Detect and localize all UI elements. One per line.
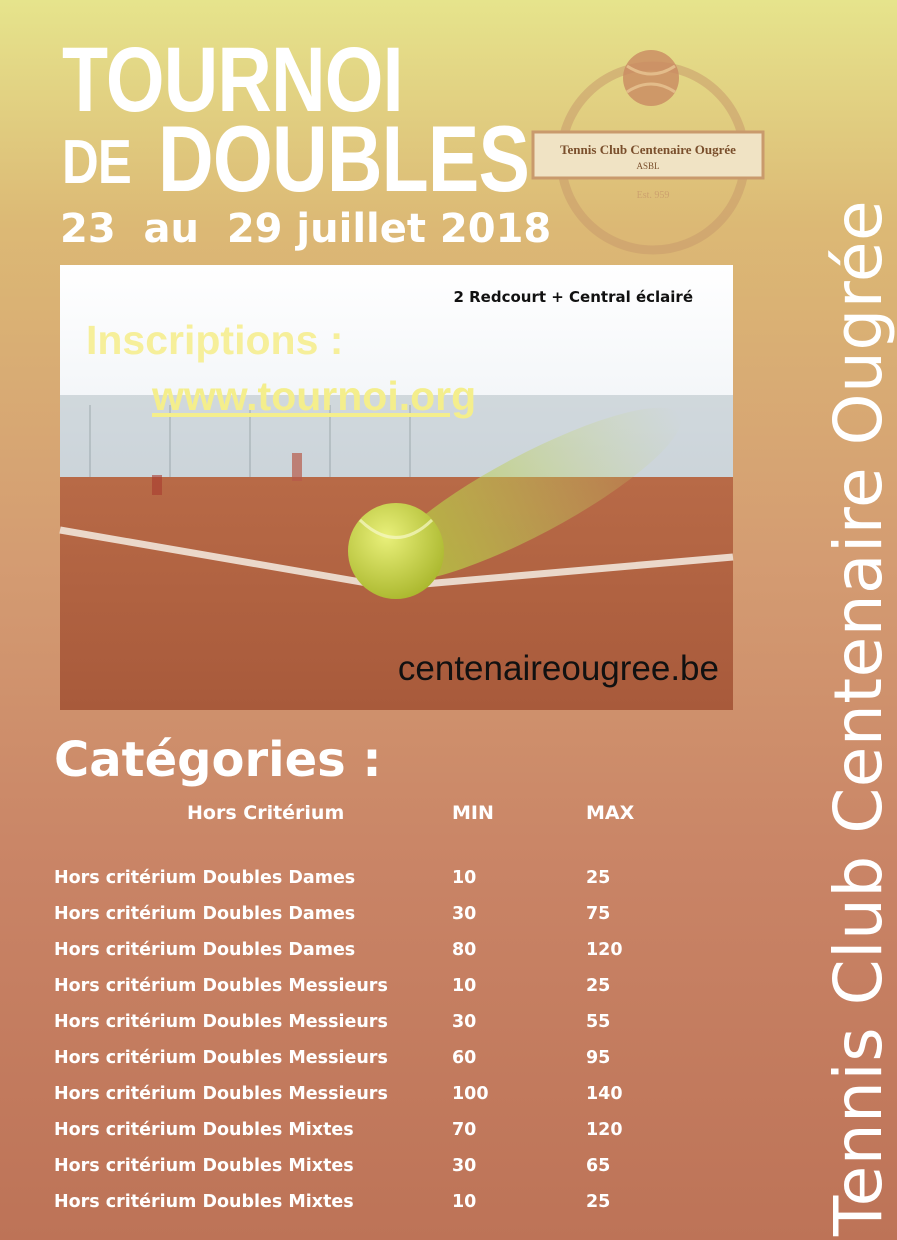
title-line-1: TOURNOI xyxy=(62,29,403,131)
category-min: 10 xyxy=(452,1192,477,1212)
category-max: 120 xyxy=(586,940,623,960)
category-max: 75 xyxy=(586,904,611,924)
category-min: 60 xyxy=(452,1048,477,1068)
logo-name: Tennis Club Centenaire Ougrée xyxy=(560,142,736,157)
category-name: Hors critérium Doubles Mixtes xyxy=(54,1120,354,1140)
tournament-dates: 23 au 29 juillet 2018 xyxy=(60,206,552,252)
category-name: Hors critérium Doubles Messieurs xyxy=(54,1012,388,1032)
table-row xyxy=(54,1156,694,1192)
category-name: Hors critérium Doubles Dames xyxy=(54,940,356,960)
category-max: 25 xyxy=(586,868,611,888)
category-name: Hors critérium Doubles Dames xyxy=(54,868,356,888)
category-name: Hors critérium Doubles Dames xyxy=(54,904,356,924)
tennis-court-photo xyxy=(60,265,733,710)
category-min: 30 xyxy=(452,904,477,924)
category-max: 25 xyxy=(586,1192,611,1212)
inscriptions-link[interactable]: www.tournoi.org xyxy=(152,373,477,419)
logo-est: Est. 959 xyxy=(636,190,670,201)
title-line-2: DOUBLES xyxy=(158,106,530,211)
table-row xyxy=(54,1192,694,1228)
side-club-title: Tennis Club Centenaire Ougrée xyxy=(820,199,897,1236)
table-row xyxy=(54,1012,694,1048)
title-line-2-prefix: DE xyxy=(62,128,131,197)
courts-label: 2 Redcourt + Central éclairé xyxy=(453,288,693,306)
column-header-name: Hors Critérium xyxy=(187,802,345,824)
club-logo xyxy=(555,48,765,258)
table-row xyxy=(54,868,694,904)
categories-table xyxy=(54,868,694,1228)
column-header-min: MIN xyxy=(452,802,494,824)
category-name: Hors critérium Doubles Messieurs xyxy=(54,976,388,996)
category-min: 80 xyxy=(452,940,477,960)
category-min: 10 xyxy=(452,976,477,996)
category-name: Hors critérium Doubles Messieurs xyxy=(54,1084,388,1104)
category-name: Hors critérium Doubles Mixtes xyxy=(54,1156,354,1176)
table-row xyxy=(54,1084,694,1120)
category-min: 30 xyxy=(452,1156,477,1176)
tennis-ball-icon xyxy=(623,50,679,106)
category-max: 65 xyxy=(586,1156,611,1176)
categories-title: Catégories : xyxy=(54,732,382,788)
category-max: 55 xyxy=(586,1012,611,1032)
category-name: Hors critérium Doubles Mixtes xyxy=(54,1192,354,1212)
category-max: 25 xyxy=(586,976,611,996)
category-min: 30 xyxy=(452,1012,477,1032)
inscriptions-label: Inscriptions : xyxy=(86,317,344,363)
club-website: centenaireougree.be xyxy=(397,649,719,688)
category-max: 95 xyxy=(586,1048,611,1068)
column-header-max: MAX xyxy=(586,802,635,824)
tennis-ball-icon xyxy=(348,503,444,599)
category-max: 120 xyxy=(586,1120,623,1140)
category-min: 70 xyxy=(452,1120,477,1140)
table-row xyxy=(54,1120,694,1156)
logo-sub: ASBL xyxy=(636,161,660,171)
table-row xyxy=(54,1048,694,1084)
category-max: 140 xyxy=(586,1084,623,1104)
table-row xyxy=(54,940,694,976)
table-row xyxy=(54,976,694,1012)
category-name: Hors critérium Doubles Messieurs xyxy=(54,1048,388,1068)
category-min: 100 xyxy=(452,1084,489,1104)
category-min: 10 xyxy=(452,868,477,888)
table-row xyxy=(54,904,694,940)
